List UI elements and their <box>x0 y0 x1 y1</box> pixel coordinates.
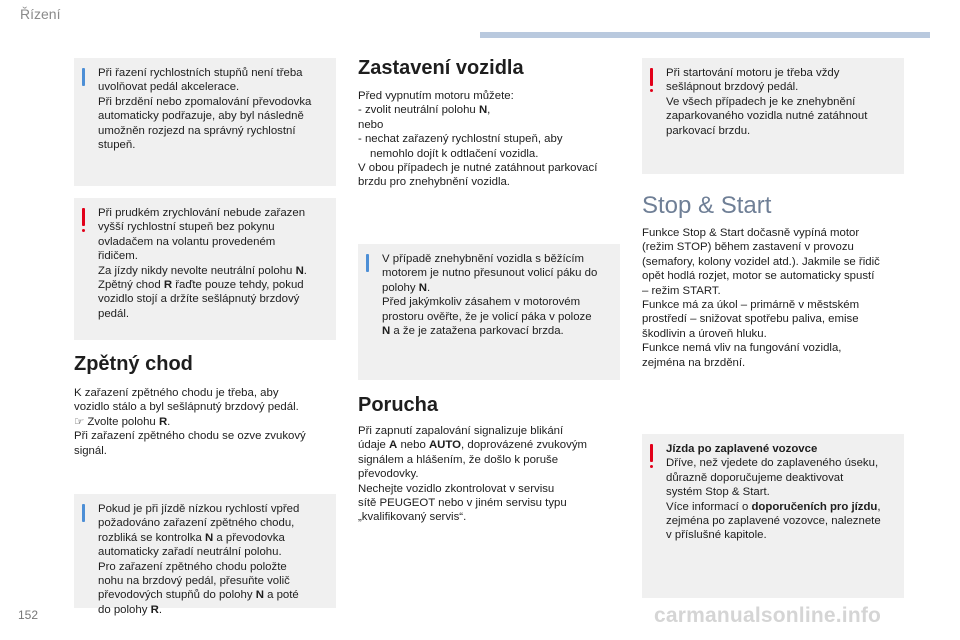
header-bar <box>480 32 930 38</box>
note-line: Při brzdění nebo zpomalování převodovka <box>98 95 312 108</box>
warning-line: vozidlo stojí a držíte sešlápnutý brzdový <box>98 293 300 306</box>
warning-heading: Jízda po zaplavené vozovce <box>666 443 818 455</box>
warning-marker-icon <box>82 208 85 226</box>
arrow-icon: ☞ <box>74 415 85 428</box>
warning-note-flooded-road <box>642 434 904 598</box>
warning-text: Při startování motoru je třeba vždy sešlápnout brzdový pedál. Ve všech případech je ke znehybnění zaparkovaného vozidla nutné zatáhnout parkovací brzdu. <box>666 67 868 137</box>
page-number: 152 <box>18 608 39 622</box>
note-line: uvolňovat pedál akcelerace. <box>98 81 240 94</box>
note-line: stupeň. <box>98 139 136 152</box>
warning-note-starting <box>642 58 904 174</box>
note-text <box>98 66 330 152</box>
info-marker-icon <box>82 504 85 522</box>
info-marker-icon <box>82 68 85 86</box>
note-line: Při řazení rychlostních stupňů není třeba <box>98 67 303 79</box>
note-line: umožněn rozjezd na správný rychlostní <box>98 124 296 137</box>
warning-line: Za jízdy nikdy nevolte neutrální polohu N. <box>98 264 307 277</box>
warning-line: Při prudkém zrychlování nebude zařazen <box>98 207 306 219</box>
reverse-heading: Zpětný chod <box>74 353 193 375</box>
stop-heading: Zastavení vozidla <box>358 57 524 79</box>
note-text: V případě znehybnění vozidla s běžícím motorem je nutno přesunout volicí páku do polohy N. Před jakýmkoliv zásahem v motorovém prostoru ověřte, že je volicí páka v poloze N a že je zatažena parkovací brzda. <box>382 253 598 338</box>
warning-line: pedál. <box>98 307 130 320</box>
info-note-gearshift <box>74 58 336 186</box>
stop-text: Před vypnutím motoru můžete: - zvolit neutrální polohu N, nebo - nechat zařazený rychlostní stupeň, aby nemohlo dojít k odtlačení vozidla. V obou případech je nutné zatáhnout parkovací brzdu pro znehybnění vozidla. <box>358 90 598 189</box>
info-note-reverse <box>74 494 336 616</box>
warning-marker-icon <box>650 68 653 86</box>
warning-note-acceleration <box>74 198 336 340</box>
warning-text <box>98 206 330 321</box>
fault-text: Při zapnutí zapalování signalizuje blikání údaje A nebo AUTO, doprovázené zvukovým signálem a hlášením, že došlo k poruše převodovky. Nechejte vozidlo zkontrolovat v servisu sítě PEUGEOT nebo v jiném servisu typu „kvalifikovaný servis“. <box>358 425 588 524</box>
watermark: carmanualsonline.info <box>654 604 882 627</box>
warning-text: Jízda po zaplavené vozovce Dříve, než vjedete do zaplaveného úseku, důrazně doporučujeme deaktivovat systém Stop & Start. Více informací o doporučeních pro jízdu, zejména po zaplavené vozovce, naleznete v příslušné kapitole. <box>666 442 898 543</box>
stop-start-heading: Stop & Start <box>642 192 772 219</box>
fault-heading: Porucha <box>358 394 439 416</box>
warning-line: ovladačem na volantu provedeném <box>98 235 276 248</box>
warning-line: vyšší rychlostní stupeň bez pokynu <box>98 221 275 234</box>
warning-line: řidičem. <box>98 250 138 263</box>
warning-marker-icon <box>650 444 653 462</box>
info-note-stationary <box>358 244 620 380</box>
note-text: Pokud je při jízdě nízkou rychlostí vpřed požadováno zařazení zpětného chodu, rozbliká se kontrolka N a převodovka automaticky zařadí neutrální polohu. Pro zařazení zpětného chodu položte nohu na brzdový pedál, přesuňte volič převodových stupňů do polohy N a poté do polohy R. <box>98 503 300 616</box>
section-header: Řízení <box>20 6 61 22</box>
note-line: automaticky podřazuje, aby byl následně <box>98 110 304 123</box>
info-marker-icon <box>366 254 369 272</box>
warning-line: Zpětný chod R řaďte pouze tehdy, pokud <box>98 279 304 292</box>
stop-start-text: Funkce Stop & Start dočasně vypíná motor (režim STOP) během zastavení v provozu (semafory, kolony vozidel atd.). Jakmile se řidič opět hodlá rozjet, motor se automaticky spustí – režim START. Funkce má za úkol – primárně v městském prostředí – snižovat spotřebu paliva, emise škodlivin a úroveň hluku. Funkce nemá vliv na fungování vozidla, zejména na brzdění. <box>642 227 880 369</box>
reverse-text: K zařazení zpětného chodu je třeba, aby vozidlo stálo a byl sešlápnutý brzdový pedál. ☞ Zvolte polohu R. Při zařazení zpětného chodu se ozve zvukový signál. <box>74 387 306 457</box>
